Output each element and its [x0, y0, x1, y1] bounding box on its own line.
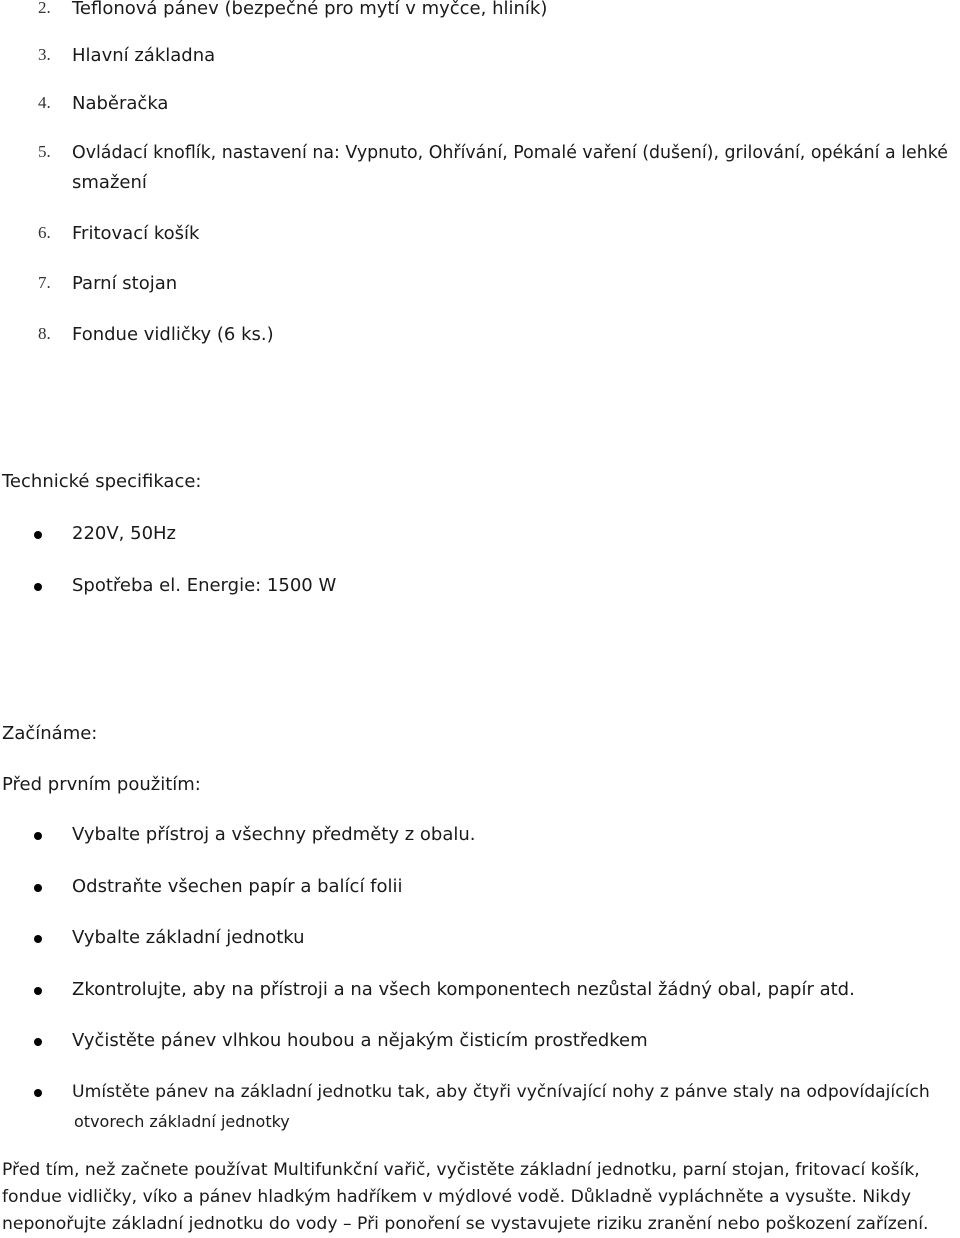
step-item-continuation: otvorech základní jednotky: [74, 1112, 290, 1131]
paragraph-line: Před tím, než začnete používat Multifunkční vařič, vyčistěte základní jednotku, parní stojan, fritovací košík,: [2, 1160, 920, 1180]
bullet-icon: [34, 987, 42, 995]
list-item: Parní stojan: [72, 273, 178, 294]
closing-paragraph: [2, 1157, 960, 1238]
specs-heading: Technické specifikace:: [2, 471, 202, 492]
step-item: Vyčistěte pánev vlhkou houbou a nějakým čisticím prostředkem: [72, 1030, 648, 1051]
list-item: Fritovací košík: [72, 223, 200, 244]
list-item: Naběračka: [72, 93, 169, 114]
paragraph-line: fondue vidličky, víko a pánev hladkým hadříkem v mýdlové vodě. Důkladně vypláchněte a vysušte. Nikdy: [2, 1187, 912, 1207]
spec-item: Spotřeba el. Energie: 1500 W: [72, 575, 337, 596]
list-number: 8.: [38, 324, 51, 343]
list-number: 2.: [38, 0, 51, 17]
bullet-icon: [34, 583, 42, 591]
list-number: 7.: [38, 273, 51, 292]
list-number: 4.: [38, 93, 51, 112]
spec-item: 220V, 50Hz: [72, 523, 177, 544]
list-item: Ovládací knoflík, nastavení na: Vypnuto, Ohřívání, Pomalé vaření (dušení), grilování, opékání a lehké: [72, 143, 948, 163]
list-item-continuation: smažení: [72, 172, 147, 193]
bullet-icon: [34, 884, 42, 892]
list-number: 5.: [38, 142, 51, 161]
list-item: Teflonová pánev (bezpečné pro mytí v myčce, hliník): [72, 0, 548, 19]
bullet-icon: [34, 832, 42, 840]
bullet-icon: [34, 531, 42, 539]
step-item: Vybalte základní jednotku: [72, 927, 305, 948]
paragraph-line: neponořujte základní jednotku do vody – Při ponoření se vystavujete riziku zranění nebo poškození zařízení.: [2, 1214, 929, 1234]
list-item: Hlavní základna: [72, 45, 216, 66]
list-number: 6.: [38, 223, 51, 242]
step-item: Vybalte přístroj a všechny předměty z obalu.: [72, 824, 476, 845]
bullet-icon: [34, 1038, 42, 1046]
section-subheading: Před prvním použitím:: [2, 774, 201, 795]
step-item: Zkontrolujte, aby na přístroji a na všech komponentech nezůstal žádný obal, papír atd.: [72, 979, 855, 1000]
step-item: Odstraňte všechen papír a balící folii: [72, 876, 403, 897]
bullet-icon: [34, 1089, 42, 1097]
section-heading: Začínáme:: [2, 723, 98, 744]
bullet-icon: [34, 935, 42, 943]
step-item: Umístěte pánev na základní jednotku tak, aby čtyři vyčnívající nohy z pánve staly na odpovídajících: [72, 1082, 930, 1102]
list-number: 3.: [38, 45, 51, 64]
list-item: Fondue vidličky (6 ks.): [72, 324, 274, 345]
